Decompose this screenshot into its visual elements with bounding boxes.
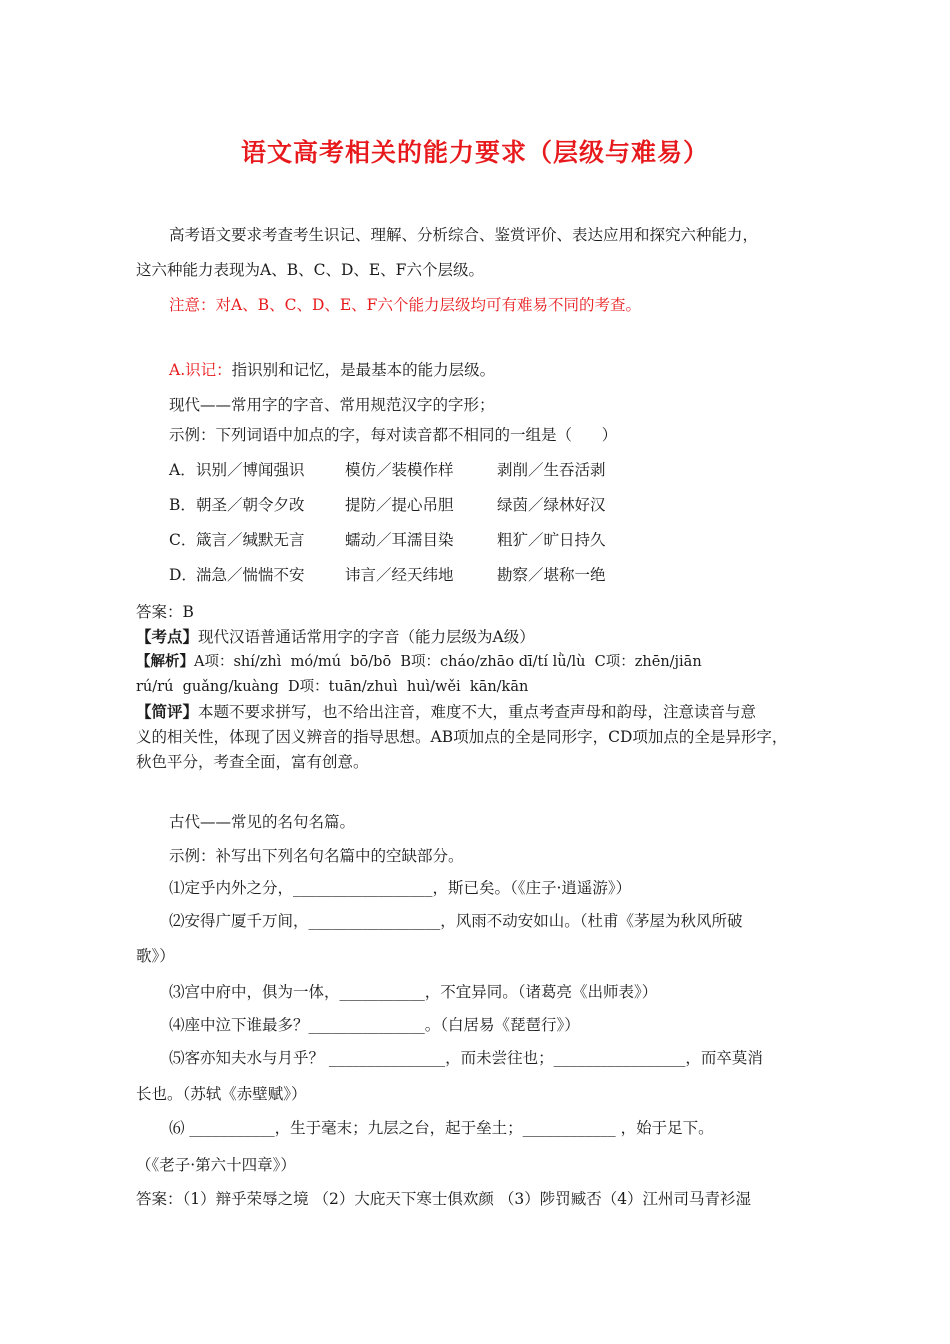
jiexi-line-2: rú/rú guǎng/kuàng D项：tuān/zhuì huì/wěi kān/kān (136, 679, 529, 695)
question-2-line-2: 歌》） (136, 947, 175, 965)
option-letter: C． (169, 531, 197, 549)
question-6-line-2: （《老子·第六十四章》） (136, 1156, 296, 1174)
option-col-2: 模仿／装模作样 (345, 461, 454, 479)
option-col-3: 勘察／堪称一绝 (497, 566, 606, 584)
section-a-label: A.识记： (169, 361, 232, 379)
ancient-heading: 古代——常见的名句名篇。 (169, 813, 356, 831)
page-title: 语文高考相关的能力要求（层级与难易） (240, 138, 709, 167)
question-4: ⑷座中泣下谁最多？_______________。（白居易《琵琶行》） (169, 1016, 580, 1034)
jiexi-tag: 【解析】 (136, 653, 194, 670)
option-col-1: 箴言／缄默无言 (196, 531, 305, 549)
jiexi-text-1: A项：shí/zhì mó/mú bō/bō B项：cháo/zhāo dī/tí lǜ/lù C项：zhēn/jiān (194, 654, 702, 670)
jianping-text-1: 本题不要求拼写，也不给出注音，难度不大，重点考查声母和韵母，注意读音与意 (198, 703, 757, 721)
option-col-2: 讳言／经天纬地 (345, 566, 454, 584)
kaodian-tag: 【考点】 (136, 627, 199, 646)
kaodian-text: 现代汉语普通话常用字的字音（能力层级为A级） (198, 628, 535, 646)
question-5-line-2: 长也。（苏轼《赤壁赋》） (136, 1085, 307, 1103)
kaodian-line (136, 627, 535, 647)
ancient-example: 示例：补写出下列名句名篇中的空缺部分。 (169, 847, 464, 865)
question-5-line-1: ⑸客亦知夫水与月乎？ _______________，而未尝往也；_________________，而卒莫消 (169, 1049, 763, 1067)
option-col-1: 湍急／惴惴不安 (196, 566, 305, 584)
option-col-1: 朝圣／朝令夕改 (196, 496, 305, 514)
option-col-2: 蠕动／耳濡目染 (345, 531, 454, 549)
answer-a: 答案：B (136, 603, 194, 621)
jianping-line-1 (136, 702, 756, 722)
section-a-desc: 指识别和记忆，是最基本的能力层级。 (231, 361, 496, 379)
jiexi-line-1 (136, 652, 702, 672)
option-letter: A． (169, 461, 196, 479)
section-a-heading (169, 360, 495, 380)
example-question: 示例：下列词语中加点的字，每对读音都不相同的一组是（ ） (169, 426, 618, 444)
option-col-3: 粗犷／旷日持久 (497, 531, 606, 549)
option-letter: B． (169, 496, 196, 514)
question-3: ⑶宫中府中，俱为一体，___________，不宜异同。（诸葛亮《出师表》） (169, 983, 658, 1001)
modern-heading: 现代——常用字的字音、常用规范汉字的字形； (169, 396, 495, 414)
option-letter: D． (169, 566, 197, 584)
option-col-2: 提防／提心吊胆 (345, 496, 454, 514)
option-col-3: 绿茵／绿林好汉 (497, 496, 606, 514)
jianping-line-2: 义的相关性，体现了因义辨音的指导思想。AB项加点的全是同形字，CD项加点的全是异形字， (136, 728, 788, 746)
intro-line-1: 高考语文要求考查考生识记、理解、分析综合、鉴赏评价、表达应用和探究六种能力， (169, 226, 759, 244)
jianping-line-3: 秋色平分，考查全面，富有创意。 (136, 753, 369, 771)
intro-line-2: 这六种能力表现为A、B、C、D、E、F六个层级。 (136, 261, 484, 279)
question-1: ⑴定乎内外之分，__________________，斯已矣。（《庄子·逍遥游》） (169, 879, 632, 897)
question-6-line-1: ⑹ ___________，生于毫末；九层之台，起于垒土；____________ ，始于足下。 (169, 1119, 714, 1137)
intro-note: 注意：对A、B、C、D、E、F六个能力层级均可有难易不同的考查。 (169, 296, 641, 314)
question-2-line-1: ⑵安得广厦千万间，_________________，风雨不动安如山。（杜甫《茅屋为秋风所破 (169, 912, 743, 930)
option-col-1: 识别／博闻强识 (196, 461, 305, 479)
ancient-answer: 答案：（1）辩乎荣辱之境 （2）大庇天下寒士俱欢颜 （3）陟罚臧否（4）江州司马青衫湿 (136, 1190, 752, 1208)
option-col-3: 剥削／生吞活剥 (497, 461, 606, 479)
jianping-tag: 【简评】 (136, 702, 199, 721)
